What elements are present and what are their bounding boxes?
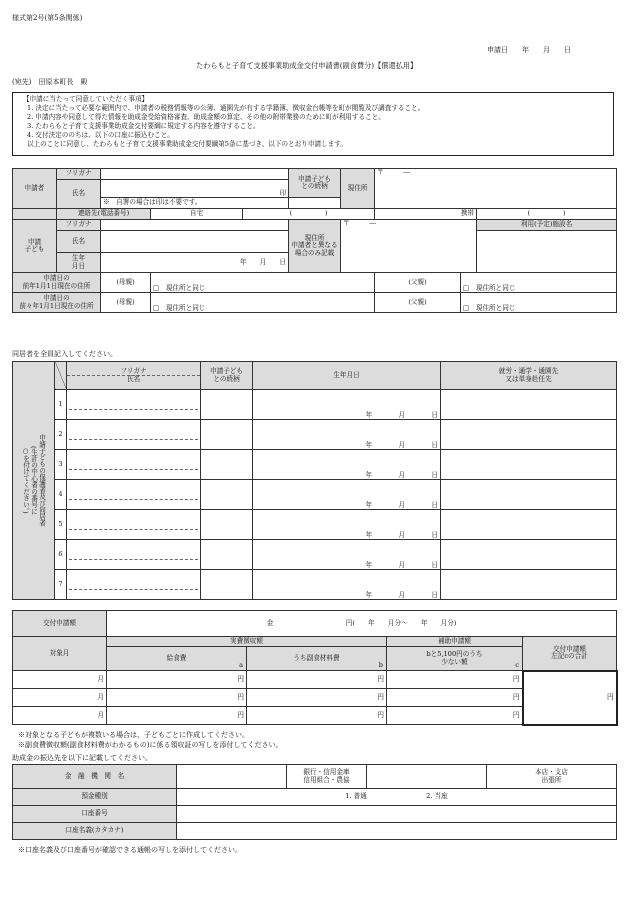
mother-same-checkbox-1[interactable]: □ 現住所と同じ [151, 273, 375, 293]
bank-note: ※口座名義及び口座番号が確認できる通帳の写しを添付してください。 [18, 846, 242, 854]
account-type-options[interactable]: 1. 普通 2. 当座 [177, 789, 617, 806]
household-work-field[interactable] [441, 450, 617, 480]
household-row-number: 5 [55, 510, 67, 540]
applicant-furigana-field[interactable] [101, 169, 289, 180]
household-furigana-header: フリガナ [67, 368, 200, 376]
target-month-header: 対象月 [13, 637, 107, 671]
bank-intro: 助成金の振込先を以下に記載してください。 [12, 754, 152, 762]
mother-label-1: (母親) [101, 273, 151, 293]
household-row-number: 6 [55, 540, 67, 570]
child-birth-label: 生年 月日 [57, 253, 101, 273]
household-work-field[interactable] [441, 390, 617, 420]
month-field[interactable]: 月 [13, 707, 107, 725]
consent-heading: 【申請に当たって同意していただく事項】 [23, 95, 149, 103]
grant-request-label: 交付申請額 [13, 611, 107, 637]
father-label-1: (父親) [375, 273, 461, 293]
lunch-fee-field[interactable]: 円 [107, 707, 247, 725]
household-row-number: 1 [55, 390, 67, 420]
grant-total-header: 交付申請額 左記cの合計 [523, 637, 617, 671]
child-name-field[interactable] [101, 231, 289, 253]
bank-table [12, 764, 617, 840]
applicant-address-field[interactable] [375, 169, 617, 209]
prior-year-address-label: 申請日の 前年1月1日現在の住所 [13, 273, 101, 293]
branch-name-field[interactable] [367, 765, 487, 789]
consent-item-1: 1. 決定に当たって必要な範囲内で、申請者の税務情報等の公簿、通園先が有する学籍簿、徴収金台帳等を町が閲覧及び調査すること。 [27, 104, 425, 112]
household-birth-field[interactable]: 年 月 日 [253, 540, 441, 570]
subsidy-detail-header [387, 647, 523, 671]
applicant-relation-field[interactable] [289, 198, 341, 209]
side-dish-field[interactable]: 円 [247, 671, 387, 689]
child-section-label: 申請 子ども [13, 220, 57, 273]
col-b-mark: b [378, 660, 383, 669]
prior-two-year-address-label: 申請日の 前々年1月1日現在の住所 [13, 293, 101, 313]
applicant-child-table [12, 168, 617, 313]
lunch-fee-field[interactable]: 円 [107, 671, 247, 689]
child-postal: 〒 ― [343, 219, 376, 227]
household-row-number: 3 [55, 450, 67, 480]
household-birth-field[interactable]: 年 月 日 [253, 570, 441, 600]
account-type-label: 預金種別 [13, 789, 177, 806]
form-number: 様式第2号(第5条関係) [12, 14, 83, 22]
facility-label: 利用(予定)施設名 [477, 220, 617, 231]
grant-table [12, 610, 618, 726]
household-name-field[interactable] [67, 480, 201, 510]
household-birth-header: 生年月日 [253, 362, 441, 390]
contact-label: 連絡先(電話番号) [57, 209, 151, 220]
subsidy-header: 補助申請額 [387, 637, 523, 647]
household-name-field[interactable] [67, 540, 201, 570]
household-row-number: 2 [55, 420, 67, 450]
application-date-label: 申請日 年 月 日 [487, 46, 571, 54]
home-phone-field[interactable]: ( ) [243, 209, 375, 220]
bank-name-field[interactable] [177, 765, 287, 789]
subsidy-field[interactable]: 円 [387, 707, 523, 725]
household-name-field[interactable] [67, 390, 201, 420]
household-name-field[interactable] [67, 420, 201, 450]
mobile-phone-label: 携帯 [375, 209, 477, 220]
household-row-number: 4 [55, 480, 67, 510]
account-holder-field[interactable] [177, 823, 617, 840]
page-title: たわらもと子育て支援事業助成金交付申請書(副食費分)【償還払用】 [196, 61, 418, 70]
household-name-field[interactable] [67, 570, 201, 600]
household-relation-field[interactable] [201, 540, 253, 570]
household-name-field[interactable] [67, 510, 201, 540]
household-row-number: 7 [55, 570, 67, 600]
grant-note-2: ※副食費徴収額(副食材料費がわかるもの)に係る領収証の写しを添付してください。 [18, 741, 283, 749]
grant-total-field[interactable]: 円 [523, 671, 617, 725]
consent-box [12, 92, 614, 156]
household-birth-field[interactable]: 年 月 日 [253, 420, 441, 450]
household-birth-field[interactable]: 年 月 日 [253, 480, 441, 510]
child-address-field[interactable] [341, 220, 477, 273]
facility-field[interactable] [477, 231, 617, 273]
mother-same-checkbox-2[interactable]: □ 現住所と同じ [151, 293, 375, 313]
household-relation-field[interactable] [201, 390, 253, 420]
applicant-furigana-label: フリガナ [57, 169, 101, 180]
bank-type-options: 銀行・信用金庫 信用組合・農協 [287, 765, 367, 789]
household-relation-field[interactable] [201, 480, 253, 510]
household-name-header: 氏名 [126, 375, 141, 383]
household-relation-field[interactable] [201, 420, 253, 450]
household-birth-field[interactable]: 年 月 日 [253, 450, 441, 480]
household-relation-field[interactable] [201, 450, 253, 480]
side-dish-field[interactable]: 円 [247, 689, 387, 707]
mother-label-2: (母親) [101, 293, 151, 313]
household-work-field[interactable] [441, 540, 617, 570]
grant-note-1: ※対象となる子どもが複数いる場合は、子どもごとに作成してください。 [18, 731, 249, 739]
child-birth-field[interactable]: 年 月 日 [101, 253, 289, 273]
household-side-label: 申請子どもの保護者及び同居者 (生計の中心者の番号に ○を付けてください。) [21, 434, 46, 527]
household-birth-field[interactable]: 年 月 日 [253, 390, 441, 420]
household-name-field[interactable] [67, 450, 201, 480]
child-name-label: 氏名 [57, 231, 101, 253]
consent-item-3: 3. たわらもと子育て支援事業助成金交付要綱に規定する内容を遵守すること。 [27, 122, 260, 130]
lunch-fee-field[interactable]: 円 [107, 689, 247, 707]
mobile-phone-field[interactable]: ( ) [477, 209, 617, 220]
household-work-field[interactable] [441, 510, 617, 540]
applicant-name-field[interactable] [101, 180, 289, 198]
home-phone-label: 自宅 [151, 209, 243, 220]
father-same-checkbox-2[interactable]: □ 現住所と同じ [461, 293, 617, 313]
col-a-mark: a [239, 660, 243, 669]
subsidy-field[interactable]: 円 [387, 671, 523, 689]
household-relation-field[interactable] [201, 570, 253, 600]
lunch-fee-label: 給食費 [166, 653, 187, 662]
consent-item-4: 4. 交付決定ののちは、以下の口座に振込むこと。 [27, 131, 174, 139]
actual-collection-header: 実費徴収額 [107, 637, 387, 647]
household-work-field[interactable] [441, 570, 617, 600]
side-dish-header [247, 647, 387, 671]
consent-item-2: 2. 申請内容や同意して得た情報を助成金受給資格審査、助成金額の算定、その他の附帯業務のために町が利用すること。 [27, 113, 385, 121]
side-dish-field[interactable]: 円 [247, 707, 387, 725]
applicant-relation-label: 申請子ども との続柄 [289, 169, 341, 198]
household-table [12, 361, 617, 600]
applicant-address-label: 現住所 [341, 169, 375, 209]
applicant-section-label: 申請者 [13, 169, 57, 209]
applicant-postal: 〒 ― [377, 168, 410, 176]
household-birth-field[interactable]: 年 月 日 [253, 510, 441, 540]
household-work-field[interactable] [441, 420, 617, 450]
consent-closing: 以上のことに同意し、たわらもと子育て支援事業助成金交付要綱第5条に基づき、以下のとおり申請します。 [27, 140, 347, 148]
account-holder-label: 口座名義(カタカナ) [13, 823, 177, 840]
applicant-name-label: 氏名 [57, 180, 101, 209]
lunch-fee-header [107, 647, 247, 671]
account-number-label: 口座番号 [13, 806, 177, 823]
seal-mark: 印 [279, 188, 287, 197]
child-address-note: 現住所 申請者と異なる 場合のみ記載 [289, 220, 341, 273]
child-furigana-field[interactable] [101, 220, 289, 231]
bank-name-label: 金 融 機 関 名 [13, 765, 177, 789]
household-work-field[interactable] [441, 480, 617, 510]
month-field[interactable]: 月 [13, 671, 107, 689]
father-same-checkbox-1[interactable]: □ 現住所と同じ [461, 273, 617, 293]
household-side-label-cell [13, 362, 55, 600]
month-field[interactable]: 月 [13, 689, 107, 707]
subsidy-field[interactable]: 円 [387, 689, 523, 707]
side-dish-label: うち副食材料費 [293, 653, 340, 662]
addressee: (宛先) 田原本町長 殿 [12, 78, 88, 86]
household-intro: 同居者を全員記入してください。 [12, 350, 117, 358]
household-relation-field[interactable] [201, 510, 253, 540]
grant-amount-line[interactable]: 金 円( 年 月分～ 年 月分) [107, 611, 617, 637]
child-furigana-label: フリガナ [57, 220, 101, 231]
account-number-field[interactable] [177, 806, 617, 823]
subsidy-detail-label: bと5,100円のうち 少ない額 [426, 650, 483, 666]
household-work-header: 就労・通学・通園先 又は単身赴任先 [441, 362, 617, 390]
col-c-mark: c [515, 660, 519, 669]
household-relation-header: 申請子ども との続柄 [201, 362, 253, 390]
father-label-2: (父親) [375, 293, 461, 313]
seal-note: ※ 自署の場合は印は不要です。 [101, 198, 289, 209]
branch-type-options: 本店・支店 出張所 [487, 765, 617, 789]
